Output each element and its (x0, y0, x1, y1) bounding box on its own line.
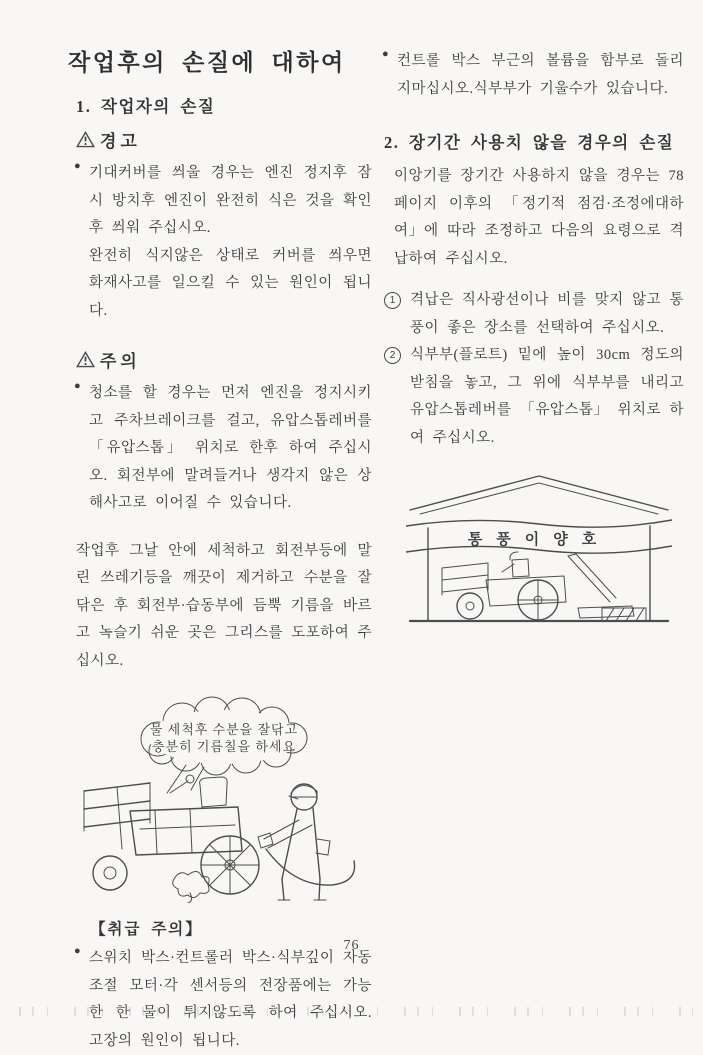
handling-caution-text: 스위치 박스·컨트롤러 박스·식부깊이 자동조절 모터·각 센서등의 전장품에는 가능한 한 물이 튀지않도록 하여 주십시오. 고장의 원인이 됩니다. (89, 950, 372, 1049)
storage-step-1-text: 격납은 직사광선이나 비를 맞지 않고 통풍이 좋은 장소를 선택하여 주십시오. (410, 292, 684, 336)
storage-step-2-text: 식부부(플로트) 밑에 높이 30cm 정도의 받침을 놓고, 그 위에 식부부를 내리고 유압스톱레버를 「유압스톱」 위치로 하여 주십시오. (410, 347, 684, 446)
control-box-note-text: 컨트롤 박스 부근의 볼륨을 함부로 돌리지마십시오.식부부가 기울수가 있습니다. (397, 53, 684, 97)
warning-label: 경고 (100, 132, 141, 151)
section-2-heading: 2. 장기간 사용치 않을 경우의 손질 (384, 133, 675, 152)
section-1-heading: 1. 작업자의 손질 (76, 97, 216, 116)
page-number: 76 (343, 938, 360, 953)
caution-label: 주의 (100, 352, 141, 371)
page-title: 작업후의 손질에 대하여 (68, 50, 346, 75)
speech-bubble (141, 697, 307, 793)
warning-triangle-icon (76, 131, 95, 148)
scan-artifact-strip (10, 1007, 693, 1016)
bullet-marker: ● (74, 945, 81, 957)
shed-banner-text: 통풍이양호 (467, 532, 611, 548)
warning-heading (76, 127, 372, 152)
warning-item (76, 160, 372, 243)
storage-step-2 (384, 342, 684, 452)
warning-item-text: 기대커버를 씌울 경우는 엔진 정지후 잠시 방치후 엔진이 완전히 식은 것을 확인후 씌워 주십시오. (89, 165, 372, 236)
storage-shed-illustration (406, 468, 672, 632)
storage-step-1 (384, 287, 684, 342)
caution-heading (76, 347, 372, 372)
bullet-marker: ● (382, 48, 389, 60)
caution-item-text: 청소를 할 경우는 먼저 엔진을 정지시키고 주차브레이크를 걸고, 유압스톱레버를 「유압스톱」 위치로 한후 하여 주십시오. 회전부에 말려들거나 생각지 않은 상해사고로 이어질 수 있습니다. (89, 385, 372, 511)
bullet-marker: ● (74, 160, 81, 172)
long-storage-intro: 이앙기를 장기간 사용하지 않을 경우는 78페이지 이후의 「정기적 점검·조정에대하여」에 따라 조정하고 다음의 요령으로 격납하여 주십시오. (394, 168, 684, 267)
caution-triangle-icon (76, 351, 95, 368)
handling-caution-heading: 【취급 주의】 (90, 921, 203, 938)
bullet-marker: ● (74, 380, 81, 392)
step-number-circle: 2 (384, 347, 401, 364)
bubble-text-line2: 충분히 기름칠을 하세요 (151, 739, 297, 754)
washing-illustration (70, 689, 372, 903)
control-box-note (384, 48, 684, 103)
step-number-circle: 1 (384, 292, 401, 309)
handling-caution-item (76, 945, 372, 1055)
caution-item (76, 380, 372, 518)
after-work-paragraph: 작업후 그날 안에 세척하고 회전부등에 말린 쓰레기등을 깨끗이 제거하고 수분을 잘 닦은 후 회전부·습동부에 듬뿍 기름을 바르고 녹슬기 쉬운 곳은 그리스를 도포하여 주십시오. (76, 542, 372, 669)
right-column (384, 48, 684, 632)
left-column (68, 44, 372, 1055)
transplanter-sketch (84, 775, 259, 903)
stored-machine-sketch (442, 552, 646, 621)
bubble-text-line1: 물 세척후 수분을 잘닦고 (149, 722, 299, 737)
warning-item-continuation: 완전히 식지않은 상태로 커버를 씌우면 화재사고를 일으킬 수 있는 원인이 됩니다. (89, 247, 372, 319)
shed-sketch (406, 476, 672, 621)
person-washing (258, 784, 355, 900)
